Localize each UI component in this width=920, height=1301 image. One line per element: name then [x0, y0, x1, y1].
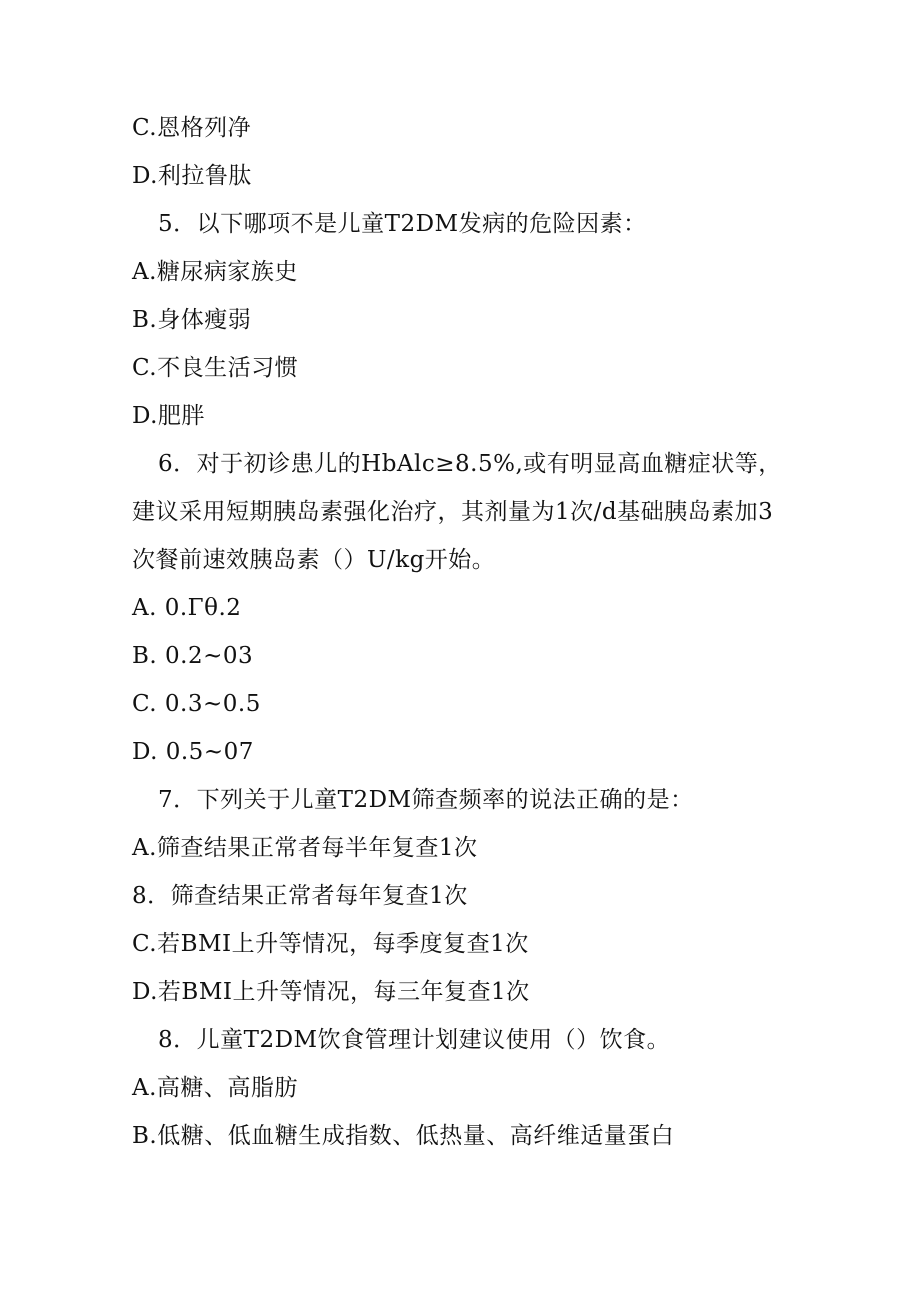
option-d-q4: D.利拉鲁肽 — [132, 163, 252, 189]
option-b-q7: 8．筛查结果正常者每年复查1次 — [132, 883, 468, 909]
option-d-q7: D.若BMI上升等情况，每三年复查1次 — [132, 979, 530, 1005]
question-6-line-3: 次餐前速效胰岛素（）U/kg开始。 — [132, 547, 496, 573]
option-c-q4: C.恩格列净 — [132, 115, 252, 141]
option-c-q5: C.不良生活习惯 — [132, 355, 299, 381]
option-a-q5: A.糖尿病家族史 — [132, 259, 298, 285]
option-a-q7: A.筛查结果正常者每半年复查1次 — [132, 835, 478, 861]
option-a-q6: A. 0.Γθ.2 — [132, 595, 242, 621]
option-c-q7: C.若BMI上升等情况，每季度复查1次 — [132, 931, 529, 957]
option-c-q6: C. 0.3~0.5 — [132, 691, 261, 717]
option-d-q6: D. 0.5~07 — [132, 739, 254, 765]
question-5: 5．以下哪项不是儿童T2DM发病的危险因素： — [158, 211, 647, 237]
question-6-line-1: 6．对于初诊患儿的HbAlc≥8.5%,或有明显高血糖症状等， — [158, 451, 782, 477]
option-a-q8: A.高糖、高脂肪 — [132, 1075, 298, 1101]
option-b-q5: B.身体瘦弱 — [132, 307, 252, 333]
question-6-line-2: 建议采用短期胰岛素强化治疗，其剂量为1次/d基础胰岛素加3 — [132, 499, 774, 525]
option-d-q5: D.肥胖 — [132, 403, 205, 429]
option-b-q6: B. 0.2~03 — [132, 643, 254, 669]
option-b-q8: B.低糖、低血糖生成指数、低热量、高纤维适量蛋白 — [132, 1123, 675, 1149]
question-8: 8．儿童T2DM饮食管理计划建议使用（）饮食。 — [158, 1027, 671, 1053]
question-7: 7．下列关于儿童T2DM筛查频率的说法正确的是： — [158, 787, 694, 813]
